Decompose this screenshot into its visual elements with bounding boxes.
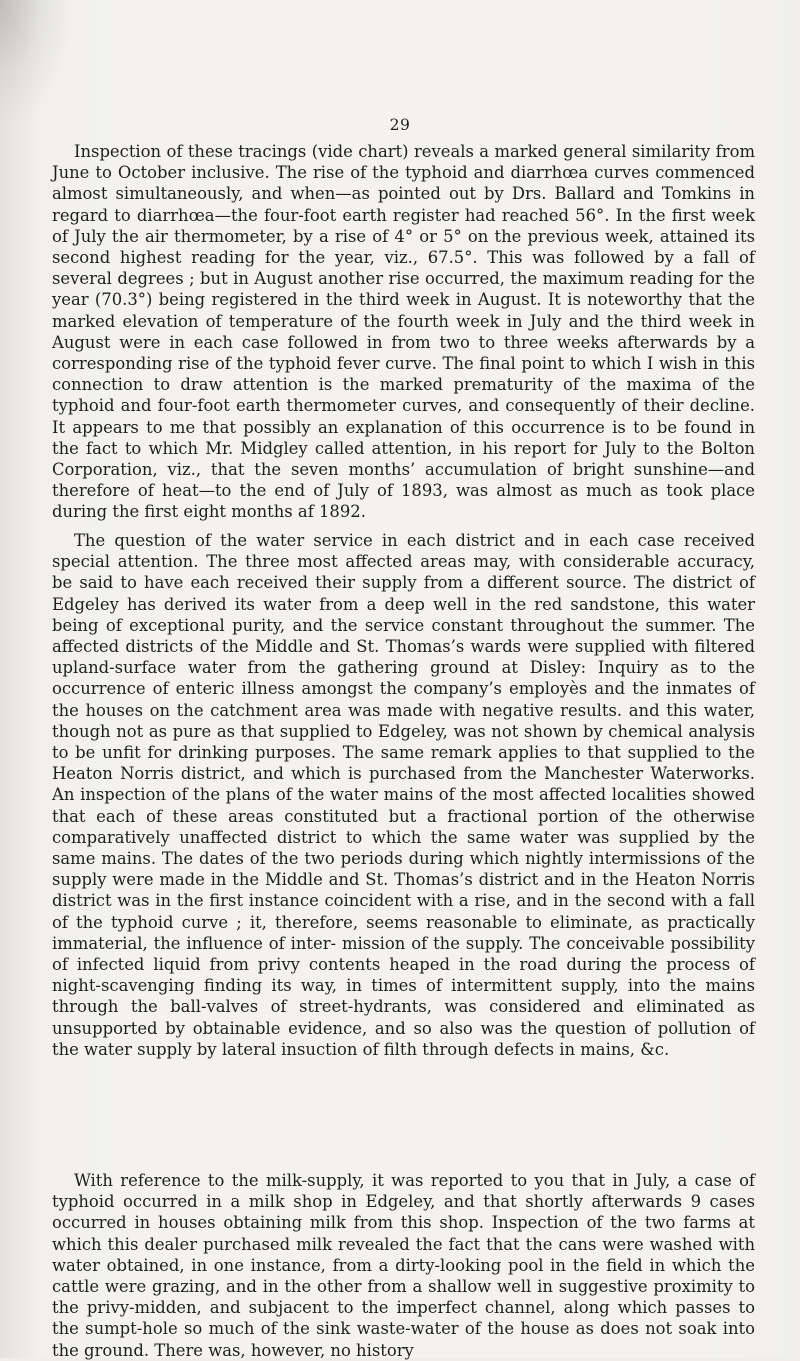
paragraph-tracings: Inspection of these tracings (vide chart) reveals a marked general similarity from June to October inclusive. The rise of the typhoid and diarrhœa curves commenced almost simultaneously, and when—as pointed out by Drs. Ballard and Tomkins in regard to diarrhœa—the four-foot earth register had reached 56°. In the first week of July the air thermometer, by a rise of 4° or 5° on the previous week, attained its second highest reading for the year, viz., 67.5°. This was followed by a fall of several degrees ; but in August another rise occurred, the maximum reading for the year (70.3°) being registered in the third week in August. It is noteworthy that the marked elevation of temperature of the fourth week in July and the third week in August were in each case followed in from two to three weeks afterwards by a corresponding rise of the typhoid fever curve. The final point to which I wish in this connection to draw attention is the marked prematurity of the maxima of the typhoid and four-foot earth thermometer curves, and consequently of their decline. It appears to me that possibly an explanation of this occurrence is to be found in the fact to which Mr. Midgley called attention, in his report for July to the Bolton Corporation, viz., that the seven months’ accumulation of bright sunshine—and therefore of heat—to the end of July of 1893, was almost as much as took place during the first eight months af 1892. bbox=[52, 142, 755, 522]
paragraph-water-service: The question of the water service in each district and in each case received special attention. The three most affected areas may, with considerable accuracy, be said to have each received their supply from a different source. The district of Edgeley has derived its water from a deep well in the red sandstone, this water being of exceptional purity, and the service constant throughout the summer. The affected districts of the Middle and St. Thomas’s wards were supplied with filtered upland-surface water from the gathering ground at Disley: Inquiry as to the occurrence of enteric illness amongst the company’s employès and the inmates of the houses on the catchment area was made with negative results. and this water, though not as pure as that supplied to Edgeley, was not shown by chemical analysis to be unfit for drinking purposes. The same remark applies to that supplied to the Heaton Norris district, and which is purchased from the Manchester Waterworks. An inspection of the plans of the water mains of the most affected localities showed that each of these areas constituted but a fractional portion of the otherwise comparatively unaffected district to which the same water was supplied by the same mains. The dates of the two periods during which nightly intermissions of the supply were made in the Middle and St. Thomas’s district and in the Heaton Norris district was in the first instance coincident with a rise, and in the second with a fall of the typhoid curve ; it, therefore, seems reasonable to eliminate, as practically immaterial, the influence of inter- mission of the supply. The conceivable possibility of infected liquid from privy contents heaped in the road during the process of night-scavenging finding its way, in times of intermittent supply, into the mains through the ball-valves of street-hydrants, was considered and eliminated as unsupported by obtainable evidence, and so also was the question of pollution of the water supply by lateral insuction of filth through defects in mains, &c. bbox=[52, 531, 755, 1059]
paragraph-milk-supply: With reference to the milk-supply, it was reported to you that in July, a case of typhoid occurred in a milk shop in Edgeley, and that shortly afterwards 9 cases occurred in houses obtaining milk from this shop. Inspection of the two farms at which this dealer purchased milk revealed the fact that the cans were washed with water obtained, in one instance, from a dirty-looking pool in the field in which the cattle were grazing, and in the other from a shallow well in suggestive proximity to the privy-midden, and subjacent to the imperfect channel, along which passes to the sumpt-hole so much of the sink waste-water of the house as does not soak into the ground. There was, however, no history bbox=[52, 1171, 755, 1360]
page-number: 29 bbox=[389, 116, 411, 134]
page-corner-shadow bbox=[0, 0, 70, 120]
